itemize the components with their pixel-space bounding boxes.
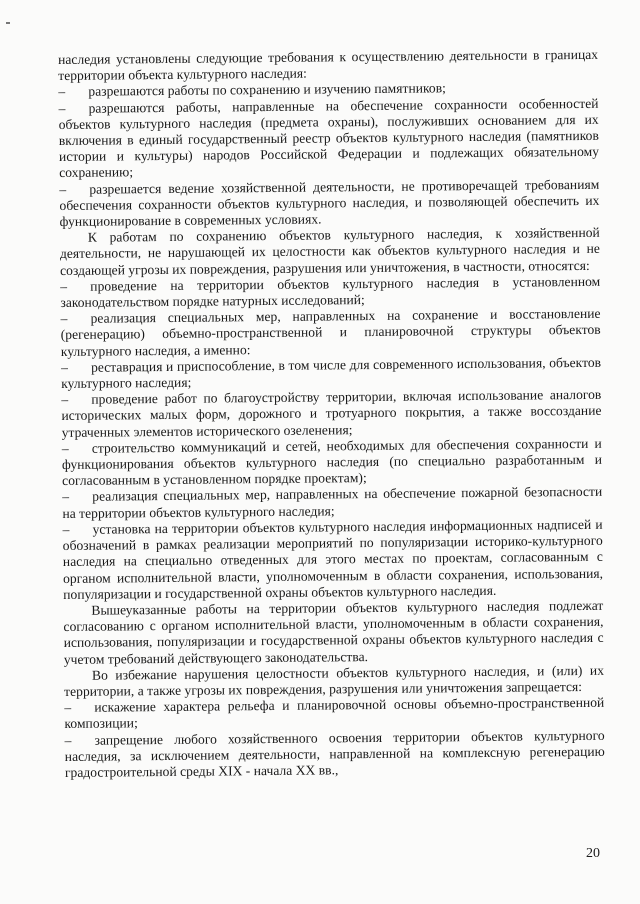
list-item: – искажение характера рельефа и планировочной основы объемно-пространственной композиции;	[64, 694, 605, 732]
list-dash: –	[59, 181, 67, 197]
list-dash: –	[61, 440, 69, 456]
list-item: – строительство коммуникаций и сетей, необходимых для обеспечения сохранности и функционирования объектов культурного наследия (по специально разработанным и согласованным в установленном порядке проектам);	[61, 435, 603, 489]
list-dash: –	[58, 100, 66, 116]
paragraph: К работам по сохранению объектов культурного наследия, к хозяйственной деятельности, не нарушающей их целостности как объектов культурного наследия и не создающей угрозы их повреждения, разрушения или уничтожения, в частности, относятся:	[59, 225, 600, 278]
list-item: – запрещение любого хозяйственного освоения территории объектов культурного наследия, за исключением деятельности, направленной на комплексную регенерацию градостроительной среды XIX - начала XX вв.,	[64, 727, 605, 780]
list-item: – реализация специальных мер, направленных на сохранение и восстановление (регенерацию) объемно-пространственной и планировочной структуры объектов культурного наследия, а именно:	[60, 306, 601, 359]
paragraph: Во избежание нарушения целостности объектов культурного наследия, и (или) их территории, а также угрозы их повреждения, разрушения или уничтожения запрещается:	[64, 662, 605, 699]
list-dash: –	[64, 700, 72, 716]
list-dash: –	[60, 311, 68, 327]
document-body	[58, 47, 605, 781]
list-dash: –	[64, 732, 72, 748]
paragraph-continuation: наследия установлены следующие требования к осуществлению деятельности в границах территории объекта культурного наследия:	[58, 46, 599, 84]
list-item: – проведение на территории объектов культурного наследия в установленном законодательством порядке натурных исследований;	[60, 273, 601, 311]
list-item: – разрешается ведение хозяйственной деятельности, не противоречащей требованиям обеспечения сохранности объектов культурного наследия, и позволяющей обеспечить их функционирование в современных условиях.	[59, 176, 600, 230]
list-dash: –	[62, 521, 70, 537]
list-dash: –	[58, 84, 66, 100]
list-dash: –	[62, 489, 70, 505]
list-dash: –	[61, 392, 69, 408]
scan-artifact-mark	[6, 22, 10, 24]
list-item: – реализация специальных мер, направленных на обеспечение пожарной безопасности на территории объектов культурного наследия;	[62, 484, 603, 521]
list-item: – реставрация и приспособление, в том числе для современного использования, объектов культурного наследия;	[60, 354, 602, 392]
list-dash: –	[60, 278, 68, 294]
page-number: 20	[586, 846, 600, 861]
paragraph: Вышеуказанные работы на территории объектов культурного наследия подлежат согласованию с органом исполнительной власти, уполномоченным в области сохранения, использования, популяризации и государственной охраны объектов культурного наследия с учетом требований действующего законодательства.	[63, 597, 604, 667]
list-item: – разрешаются работы, направленные на обеспечение сохранности особенностей объектов культурного наследия (предмета охраны), послуживших основанием для их включения в единый государственный реестр объектов культурного наследия (памятников истории и культуры) народов Российской Федерации и подлежащих обязательному сохранению;	[58, 95, 600, 181]
list-dash: –	[60, 359, 68, 375]
list-item: – разрешаются работы по сохранению и изучению памятников;	[58, 80, 446, 100]
list-item: – установка на территории объектов культурного наследия информационных надписей и обозначений в рамках реализации мероприятий по популяризации историко-культурного наследия на специально отведенных для этого местах по проектам, согласованным с органом исполнительной власти, уполномоченным в области сохранения, использования, популяризации и государственной охраны объектов культурного наследия.	[62, 516, 604, 602]
list-item: – проведение работ по благоустройству территории, включая использование аналогов исторических малых форм, дорожного и тротуарного покрытия, а также воссоздание утраченных элементов исторического озеленения;	[61, 387, 602, 440]
